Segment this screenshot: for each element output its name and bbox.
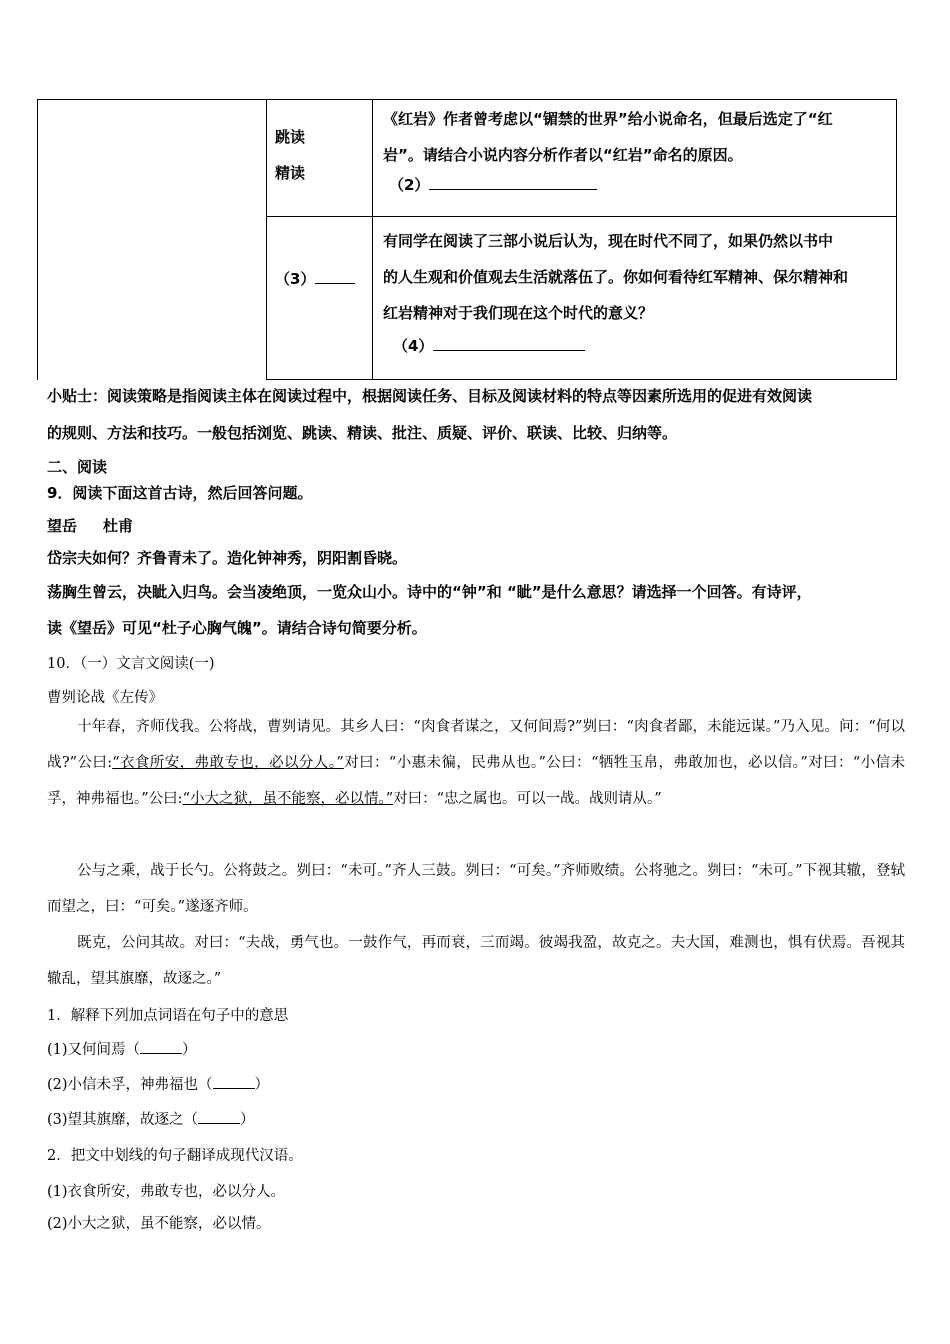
passage-paragraph-3: 既克，公问其故。对曰：“夫战，勇气也。一鼓作气，再而衰，三而竭。彼竭我盈，故克之。夫大国，难测也，惧有伏焉。吾视其辙乱，望其旗靡，故逐之。” (47, 935, 905, 987)
question-cell-row1: 《红岩》作者曾考虑以“镅禁的世界”给小说命名，但最后选定了“红 岩”。请结合小说内容分析作者以“红岩”命名的原因。 （2） (383, 101, 891, 197)
answer-blank-4[interactable]: （4） (383, 331, 891, 361)
sub2-item-1: (1)衣食所安，弗敢专也，必以分人。 (47, 1184, 286, 1200)
question-cell-row2: 有同学在阅读了三部小说后认为，现在时代不同了，如果仍然以书中 的人生观和价值观去生活就落伍了。你如何看待红军精神、保尔精神和 红岩精神对于我们现在这个时代的意义？ （4） (383, 223, 891, 361)
sub-question-1: 1．解释下列加点词语在句子中的意思 (47, 1008, 289, 1024)
passage-title: 曹刿论战《左传》 (47, 690, 163, 706)
q9-prompt: 9．阅读下面这首古诗，然后回答问题。 (47, 484, 313, 502)
tip-line-1: 小贴士：阅读策略是指阅读主体在阅读过程中，根据阅读任务、目标及阅读材料的特点等因素所选用的促进有效阅读 (47, 387, 813, 405)
q9-question-tail: 读《望岳》可见“杜子心胸气魄”。请结合诗句简要分析。 (47, 619, 427, 637)
method-cell-row2[interactable]: （3） (275, 261, 355, 297)
sub-question-2: 2．把文中划线的句子翻译成现代汉语。 (47, 1148, 303, 1164)
section-title: 二、阅读 (47, 458, 108, 476)
q10-heading: 10．（一）文言文阅读(一) (47, 656, 215, 672)
underlined-sentence-1: “衣食所安，弗敢专也，必以分人。” (112, 755, 344, 771)
poem-heading (47, 515, 133, 536)
sub2-item-2: (2)小大之狱，虽不能察，必以情。 (47, 1216, 271, 1232)
sub1-item-1[interactable]: (1)又何间焉（ ） (47, 1038, 197, 1059)
answer-blank-2[interactable]: （2） (383, 173, 891, 197)
tip-line-2: 的规则、方法和技巧。一般包括浏览、跳读、精读、批注、质疑、评价、联读、比较、归纳等。 (47, 424, 678, 442)
sub1-item-3[interactable]: (3)望其旗靡，故逐之（ ） (47, 1108, 255, 1129)
passage-paragraph-1: 十年春，齐师伐我。公将战，曹刿请见。其乡人曰：“肉食者谋之，又何间焉?”刿曰：“肉食者鄙，未能远谋。”乃入见。问：“何以战?”公曰:“衣食所安，弗敢专也，必以分人。”对曰：“小惠未徧，民弗从也。”公曰：“牺牲玉帛，弗敢加也，必以信。”对曰：“小信未孚，神弗福也。”公曰:“小大之狱，虽不能察，必以情。”对曰：“忠之属也。可以一战。战则请从。” (47, 719, 905, 807)
poem-title: 望岳 (47, 517, 78, 535)
poem-line-2: 荡胸生曾云，决眦入归鸟。会当凌绝顶，一览众山小。诗中的“钟”和 “眦”是什么意思？请选择一个回答。有诗评， (47, 583, 812, 601)
method-cell-row1: 跳读 精读 (275, 128, 306, 182)
poet-name: 杜甫 (103, 517, 134, 535)
poem-line-1: 岱宗夫如何？齐鲁青未了。造化钟神秀，阴阳割昏晓。 (47, 549, 408, 567)
sub1-item-2[interactable]: (2)小信未孚，神弗福也（ ） (47, 1073, 269, 1094)
reading-strategy-table (37, 99, 897, 380)
passage-paragraph-2: 公与之乘，战于长勺。公将鼓之。刿曰：“未可。”齐人三鼓。刿曰：“可矣。”齐师败绩。公将驰之。刿曰：“未可。”下视其辙，登轼而望之，曰：“可矣。”遂逐齐师。 (47, 863, 905, 915)
underlined-sentence-2: “小大之狱，虽不能察，必以情。” (182, 791, 394, 807)
